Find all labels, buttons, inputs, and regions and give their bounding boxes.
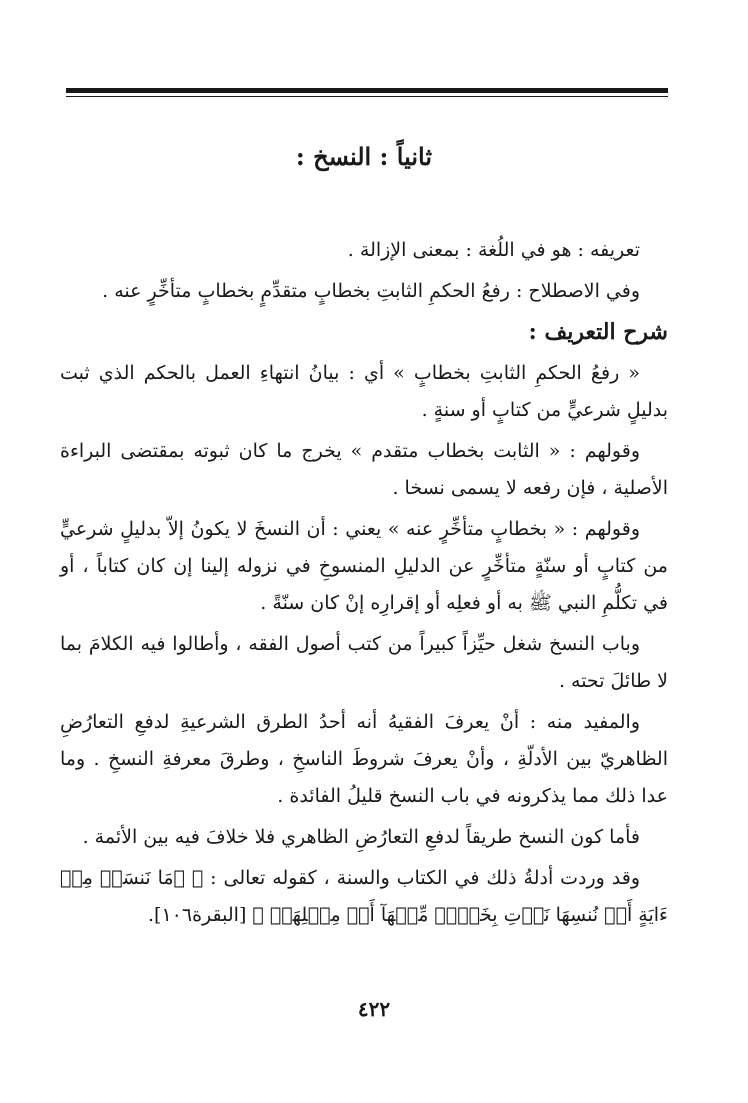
header-rule-thick <box>66 88 668 93</box>
page-number: ٤٢٢ <box>357 997 391 1021</box>
verse-reference: [البقرة١٠٦]. <box>148 904 247 926</box>
header-rule-thin <box>66 96 668 97</box>
page-title: ثانياً : النسخ : <box>295 142 432 171</box>
explanation-paragraph: « رفعُ الحكمِ الثابتِ بخطابٍ » أي : بيانُ انتهاءِ العمل بالحكم الذي ثبت بدليلٍ شرعيٍّ من كتابٍ أو سنةٍ . <box>60 362 668 421</box>
verse-intro: وقد وردت أدلةُ ذلك في الكتاب والسنة ، كقوله تعالى : <box>210 867 640 889</box>
explanation-paragraph: وقولهم : « بخطابٍ متأخِّرٍ عنه » يعني : أن النسخَ لا يكونُ إلاّ بدليلٍ شرعيٍّ من كتابٍ أو سنّةٍ متأخِّرٍ عن الدليلِ المنسوخِ في نزوله إلينا إن كان كتاباً ، أو في تكلُّمِ النبي ﷺ به أو فعلِه أو إقرارِه إنْ كان سنّةً . <box>60 518 668 614</box>
explanation-paragraph: والمفيد منه : أنْ يعرفَ الفقيهُ أنه أحدُ الطرق الشرعيةِ لدفعِ التعارُضِ الظاهريّ بين الأدلّةِ ، وأنْ يعرفَ شروطَ الناسخِ ، وطرقَ معرفةِ النسخِ . وما عدا ذلك مما يذكرونه في باب النسخ قليلُ الفائدة . <box>60 711 668 807</box>
section-heading: شرح التعريف : <box>528 319 668 345</box>
definition-technical: وفي الاصطلاح : رفعُ الحكمِ الثابتِ بخطابٍ متقدِّمٍ بخطابٍ متأخِّرٍ عنه . <box>102 280 640 302</box>
definition-linguistic: تعريفه : هو في اللُغة : بمعنى الإزالة . <box>347 239 640 261</box>
verse-paragraph <box>60 860 668 934</box>
explanation-paragraph: وباب النسخ شغل حيِّزاً كبيراً من كتب أصول الفقه ، وأطالوا فيه الكلامَ بما لا طائلَ تحته . <box>60 633 668 692</box>
page-body <box>60 232 668 934</box>
explanation-paragraph: وقولهم : « الثابت بخطاب متقدم » يخرج ما كان ثبوته بمقتضى البراءة الأصلية ، فإن رفعه لا يسمى نسخا . <box>60 440 668 499</box>
explanation-paragraph: فأما كون النسخ طريقاً لدفعِ التعارُضِ الظاهري فلا خلافَ فيه بين الأئمة . <box>82 826 640 848</box>
quran-verse: ﴿ ۞مَا نَنسَخۡ مِنۡ ءَايَةٍ أَوۡ نُنسِهَا نَأۡتِ بِخَيۡرٖ مِّنۡهَآ أَوۡ مِثۡلِهَآۗ ﴾ <box>60 867 668 926</box>
